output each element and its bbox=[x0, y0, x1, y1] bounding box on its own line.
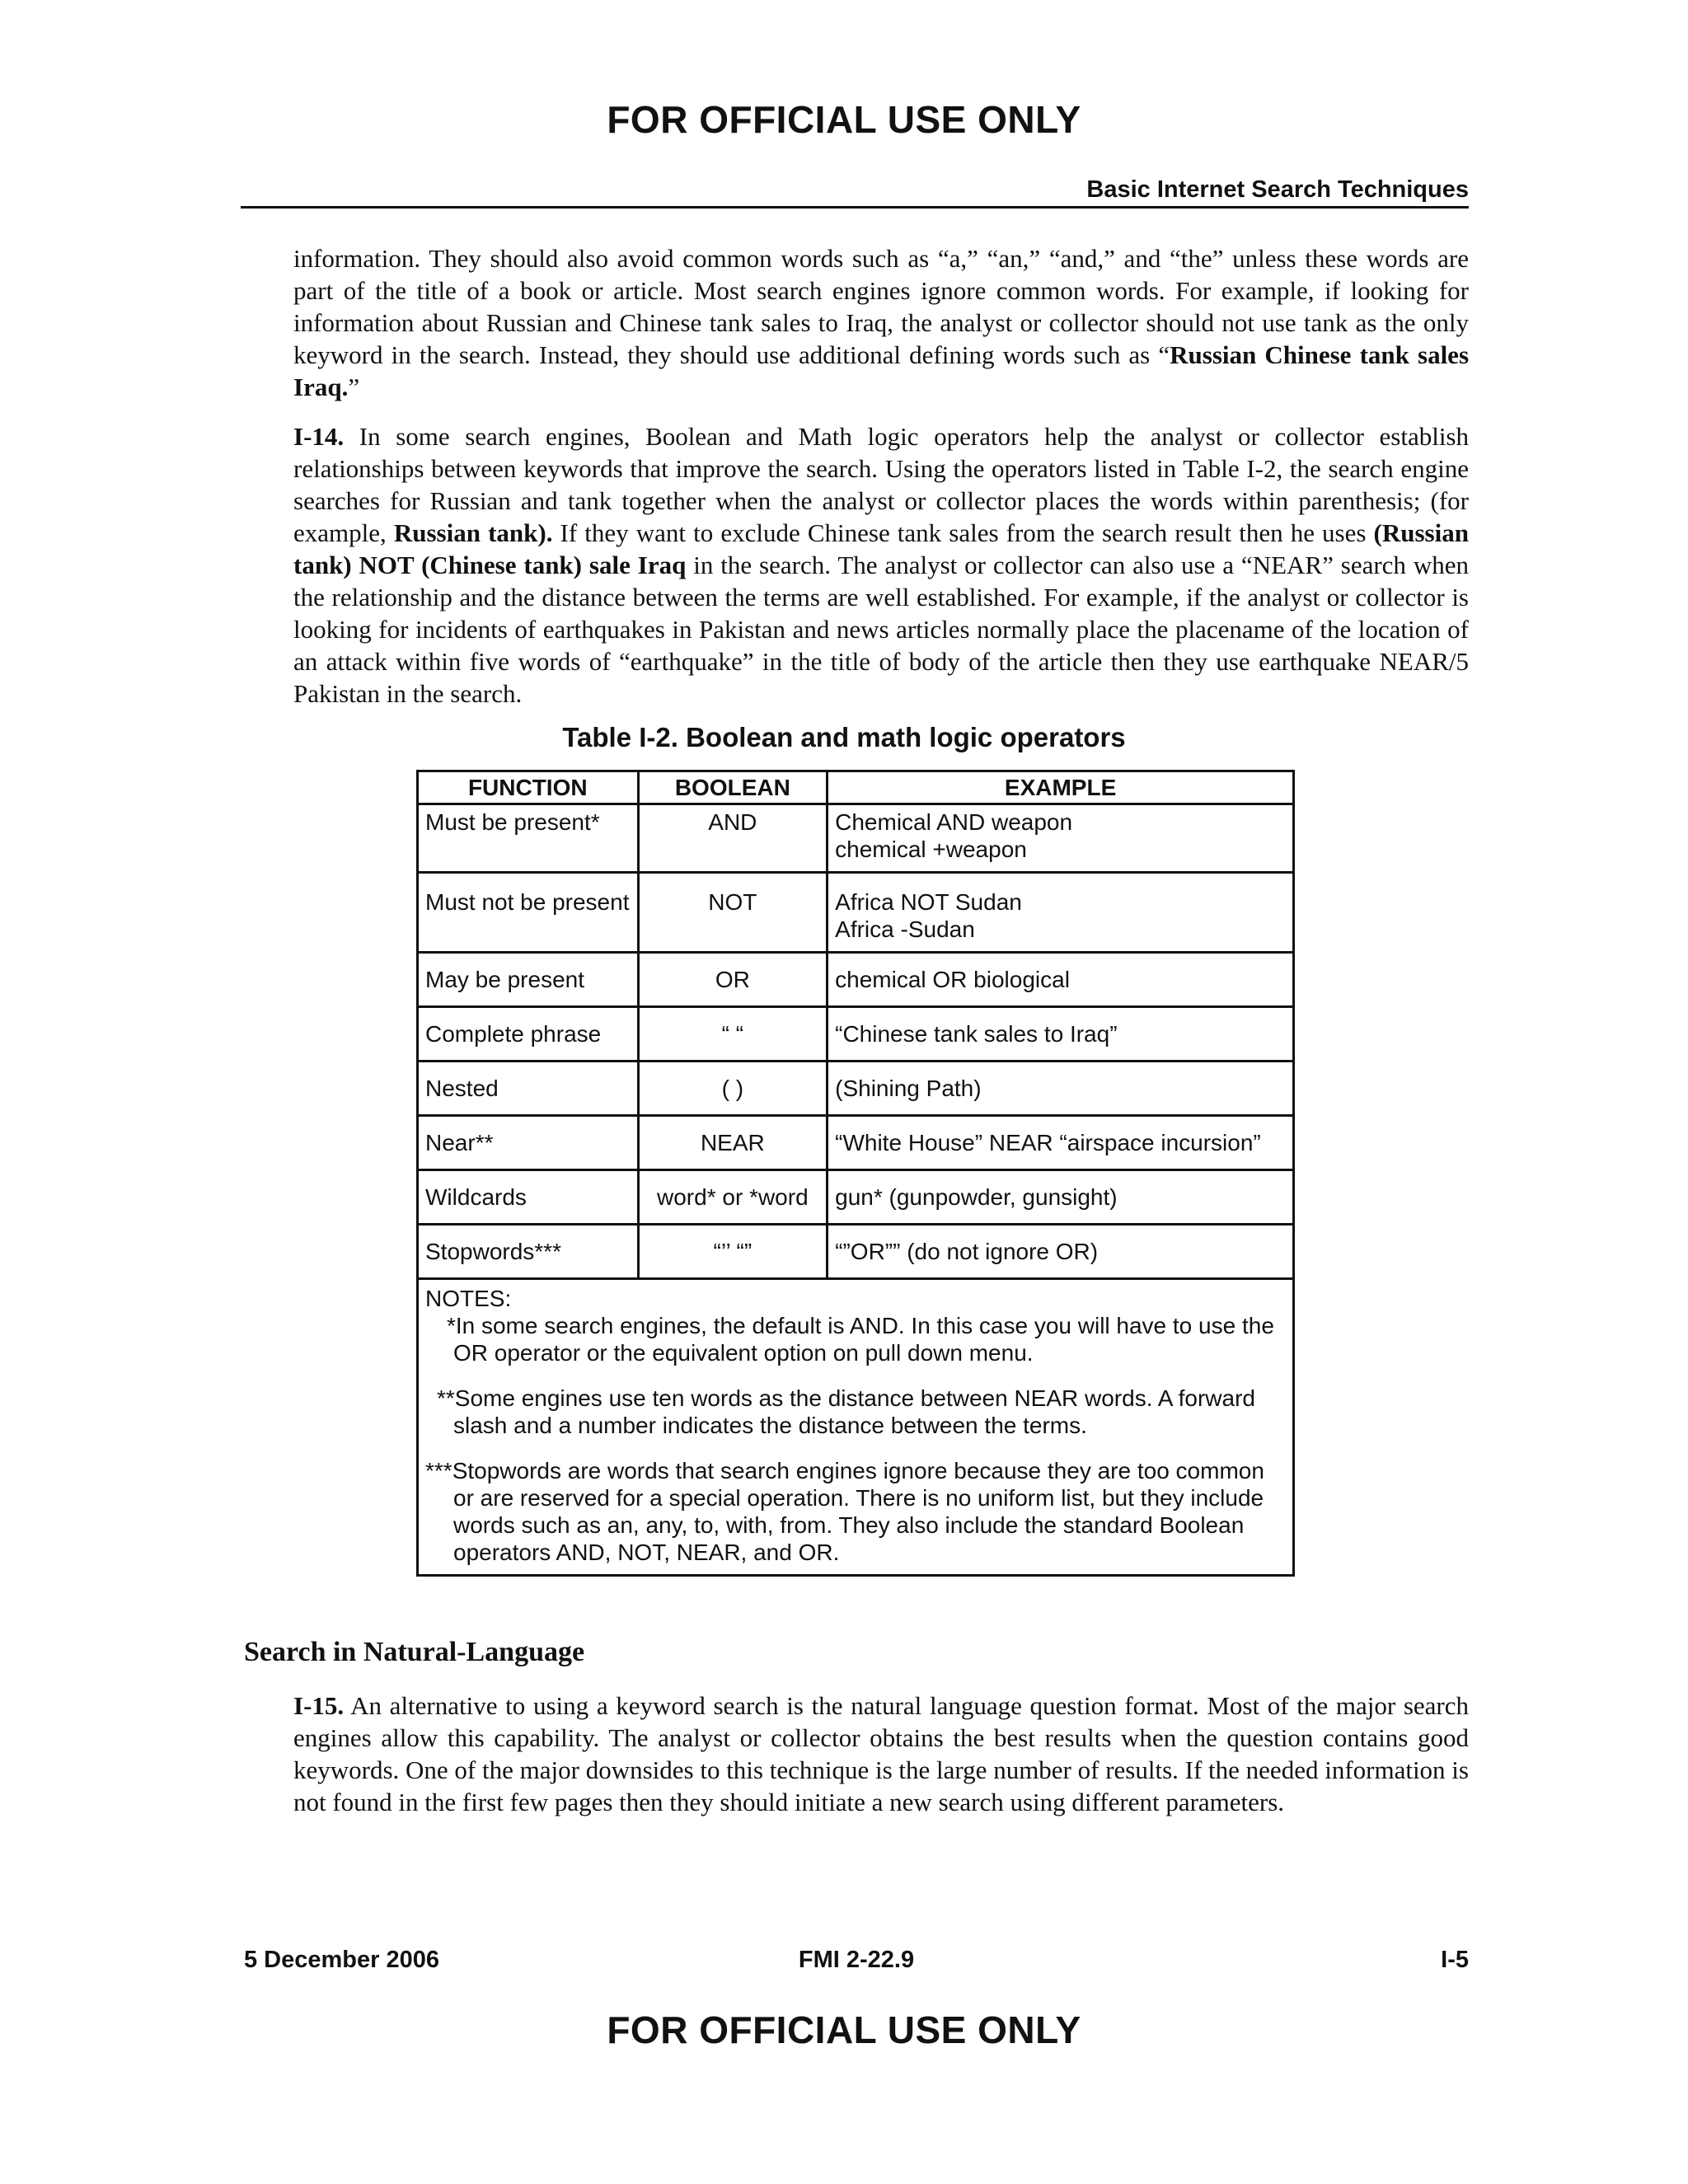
paragraph-text: An alternative to using a keyword search is the natural language question format. Most of the major search engines allow this capability. The analyst or collector obtains the best results when the question contains good keywords. One of the major downsides to this technique is the large number of results. If the needed information is not found in the first few pages then they should initiate a new search using different parameters. bbox=[293, 1691, 1469, 1816]
example-line: Africa NOT Sudan bbox=[835, 889, 1022, 915]
footer-publication: FMI 2-22.9 bbox=[798, 1947, 915, 1973]
table-row bbox=[418, 1170, 1294, 1225]
bold-example: Russian tank). bbox=[393, 518, 553, 547]
column-header-function: FUNCTION bbox=[418, 771, 639, 804]
bold-example: (Russian tank) NOT (Chinese tank) sale Iraq bbox=[293, 518, 1469, 579]
note-line: operators AND, NOT, NEAR, and OR. bbox=[453, 1540, 840, 1565]
paragraph-end: ” bbox=[348, 373, 360, 401]
function-cell: Nested bbox=[418, 1062, 639, 1116]
example-cell: (Shining Path) bbox=[828, 1062, 1294, 1116]
boolean-cell: OR bbox=[638, 953, 828, 1007]
table-header-row bbox=[418, 771, 1294, 804]
table-row bbox=[418, 1116, 1294, 1170]
function-cell: May be present bbox=[418, 953, 639, 1007]
note-line: slash and a number indicates the distance between the terms. bbox=[453, 1413, 1087, 1438]
operators-table bbox=[416, 770, 1295, 1577]
paragraph-number: I-14. bbox=[293, 422, 345, 451]
boolean-cell: NEAR bbox=[638, 1116, 828, 1170]
paragraph-i15 bbox=[293, 1690, 1469, 1818]
boolean-cell: “ “ bbox=[638, 1007, 828, 1062]
bold-phrase: Russian Chinese tank sales Iraq. bbox=[293, 340, 1470, 401]
boolean-cell: NOT bbox=[638, 873, 828, 953]
function-cell: Complete phrase bbox=[418, 1007, 639, 1062]
note-line: OR operator or the equivalent option on pull down menu. bbox=[453, 1340, 1034, 1366]
classification-banner-bottom: FOR OFFICIAL USE ONLY bbox=[607, 2008, 1081, 2051]
table-row bbox=[418, 1007, 1294, 1062]
notes-title: NOTES: bbox=[425, 1286, 512, 1311]
table-notes-row bbox=[418, 1279, 1294, 1576]
footer-page-number: I-5 bbox=[1441, 1947, 1469, 1973]
paragraph-text: In some search engines, Boolean and Math logic operators help the analyst or collector establish relationships between keywords that improve the search. Using the operators listed in Table I-2, the search engine searches for Russian and tank together when the analyst or collector places the words within parenthesis; (for example, bbox=[293, 422, 1469, 547]
function-cell: Must be present* bbox=[418, 804, 639, 873]
function-cell: Near** bbox=[418, 1116, 639, 1170]
section-heading: Search in Natural-Language bbox=[244, 1637, 585, 1667]
function-cell: Stopwords*** bbox=[418, 1225, 639, 1279]
paragraph-text: in the search. The analyst or collector can also use a “NEAR” search when the relationship and the distance between the terms are well established. For example, if the analyst or collector is looking for incidents of earthquakes in Pakistan and news articles normally place the placename of the location of an attack within five words of “earthquake” in the title of body of the article then they use earthquake NEAR/5 Pakistan in the search. bbox=[293, 551, 1469, 708]
table-row bbox=[418, 804, 1294, 873]
example-cell bbox=[828, 804, 1294, 873]
column-header-example: EXAMPLE bbox=[828, 771, 1294, 804]
example-cell bbox=[828, 873, 1294, 953]
boolean-cell: word* or *word bbox=[638, 1170, 828, 1225]
example-cell: “White House” NEAR “airspace incursion” bbox=[828, 1116, 1294, 1170]
paragraph-text: information. They should also avoid common words such as “a,” “an,” “and,” and “the” unless these words are part of the title of a book or article. Most search engines ignore common words. For example, if looking for information about Russian and Chinese tank sales to Iraq, the analyst or collector should not use tank as the only keyword in the search. Instead, they should use additional defining words such as “ bbox=[293, 244, 1469, 369]
example-cell: “Chinese tank sales to Iraq” bbox=[828, 1007, 1294, 1062]
note-line: ***Stopwords are words that search engines ignore because they are too common bbox=[425, 1458, 1264, 1483]
note-line: **Some engines use ten words as the distance between NEAR words. A forward bbox=[437, 1385, 1255, 1411]
example-cell: “”OR”” (do not ignore OR) bbox=[828, 1225, 1294, 1279]
paragraph-text: If they want to exclude Chinese tank sales from the search result then he uses bbox=[552, 518, 1374, 547]
header-rule bbox=[241, 206, 1469, 209]
table-row bbox=[418, 1225, 1294, 1279]
table-row bbox=[418, 873, 1294, 953]
example-line: chemical +weapon bbox=[835, 837, 1027, 862]
function-cell: Must not be present bbox=[418, 873, 639, 953]
table-row bbox=[418, 953, 1294, 1007]
boolean-cell: ( ) bbox=[638, 1062, 828, 1116]
running-head: Basic Internet Search Techniques bbox=[1086, 176, 1469, 203]
note-line: words such as an, any, to, with, from. They also include the standard Boolean bbox=[453, 1512, 1245, 1538]
example-cell: chemical OR biological bbox=[828, 953, 1294, 1007]
example-cell: gun* (gunpowder, gunsight) bbox=[828, 1170, 1294, 1225]
table-row bbox=[418, 1062, 1294, 1116]
table-title: Table I-2. Boolean and math logic operators bbox=[562, 722, 1126, 752]
example-line: Africa -Sudan bbox=[835, 916, 975, 942]
classification-banner-top: FOR OFFICIAL USE ONLY bbox=[607, 98, 1081, 141]
column-header-boolean: BOOLEAN bbox=[638, 771, 828, 804]
function-cell: Wildcards bbox=[418, 1170, 639, 1225]
boolean-cell: AND bbox=[638, 804, 828, 873]
example-line: Chemical AND weapon bbox=[835, 809, 1073, 835]
note-line: or are reserved for a special operation. There is no uniform list, but they include bbox=[453, 1485, 1264, 1511]
footer-date: 5 December 2006 bbox=[244, 1947, 439, 1973]
paragraph-i14 bbox=[293, 420, 1469, 710]
paragraph-continuation bbox=[293, 242, 1469, 403]
paragraph-number: I-15. bbox=[293, 1691, 345, 1720]
table-notes bbox=[418, 1279, 1294, 1576]
note-line: *In some search engines, the default is AND. In this case you will have to use the bbox=[447, 1313, 1274, 1338]
boolean-cell: “’’ “” bbox=[638, 1225, 828, 1279]
